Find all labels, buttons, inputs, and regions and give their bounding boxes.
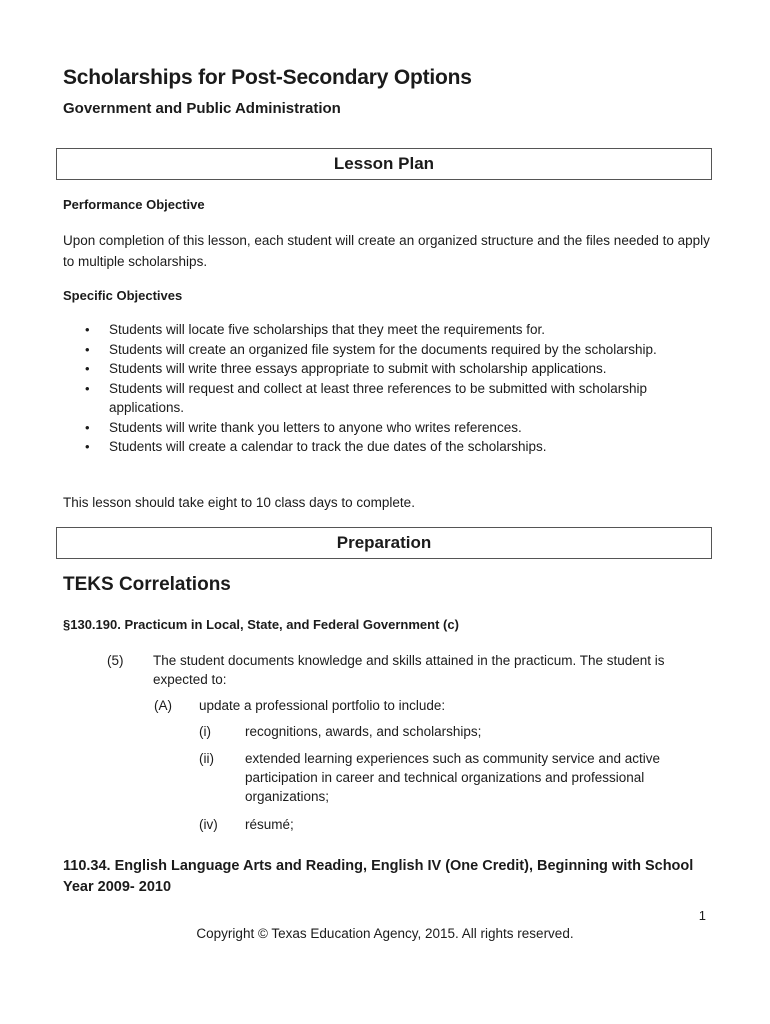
list-item (63, 320, 703, 340)
teks-item-text: résumé; (245, 817, 294, 832)
teks-section-heading-2: 110.34. English Language Arts and Reading, English IV (One Credit), Beginning with School Year 2009- 2010 (63, 858, 694, 895)
bullet-icon: • (85, 419, 90, 435)
duration-text: This lesson should take eight to 10 class days to complete. (63, 495, 415, 510)
list-item (63, 437, 703, 457)
specific-objectives-label: Specific Objectives (63, 288, 183, 303)
performance-objective-text: Upon completion of this lesson, each student will create an organized structure and the files needed to apply to multiple scholarships. (63, 233, 710, 269)
objective-text: Students will write thank you letters to anyone who writes references. (109, 419, 522, 435)
bullet-icon: • (85, 361, 90, 376)
teks-heading: TEKS Correlations (63, 574, 231, 595)
list-item (63, 379, 703, 418)
document-title: Scholarships for Post-Secondary Options (63, 66, 472, 89)
document-subtitle: Government and Public Administration (63, 100, 341, 117)
objectives-list (63, 320, 703, 457)
teks-section-heading: §130.190. Practicum in Local, State, and Federal Government (c) (63, 617, 459, 632)
objective-text: Students will request and collect at least three references to be submitted with scholarship applications. (109, 380, 648, 415)
bullet-icon: • (85, 380, 90, 396)
list-item (63, 418, 703, 438)
objective-text: Students will create an organized file system for the documents required by the scholarship. (109, 341, 657, 357)
lesson-plan-heading: Lesson Plan (56, 148, 712, 180)
objective-text: Students will locate five scholarships that they meet the requirements for. (109, 322, 545, 337)
teks-item-number: (ii) (199, 751, 214, 766)
teks-item-text: update a professional portfolio to include: (199, 698, 446, 713)
footer-copyright: Copyright © Texas Education Agency, 2015. All rights reserved. (196, 926, 574, 941)
preparation-heading: Preparation (56, 527, 712, 559)
bullet-icon: • (85, 439, 90, 454)
teks-item-number: (iv) (199, 817, 218, 832)
page-number: 1 (698, 908, 706, 923)
teks-item-text: The student documents knowledge and skills attained in the practicum. The student is expected to: (153, 653, 665, 687)
objective-text: Students will write three essays appropriate to submit with scholarship applications. (109, 361, 607, 376)
teks-item-text: extended learning experiences such as community service and active participation in career and technical organizations and professional organizations; (245, 751, 660, 804)
teks-item-number: (i) (199, 724, 211, 739)
bullet-icon: • (85, 322, 90, 337)
performance-objective-label: Performance Objective (63, 197, 205, 212)
list-item (63, 340, 703, 360)
teks-item-number: (5) (107, 653, 124, 668)
objective-text: Students will create a calendar to track the due dates of the scholarships. (109, 439, 547, 454)
teks-item-text: recognitions, awards, and scholarships; (245, 724, 482, 739)
teks-item-number: (A) (154, 698, 172, 713)
list-item (63, 359, 703, 379)
bullet-icon: • (85, 341, 90, 357)
